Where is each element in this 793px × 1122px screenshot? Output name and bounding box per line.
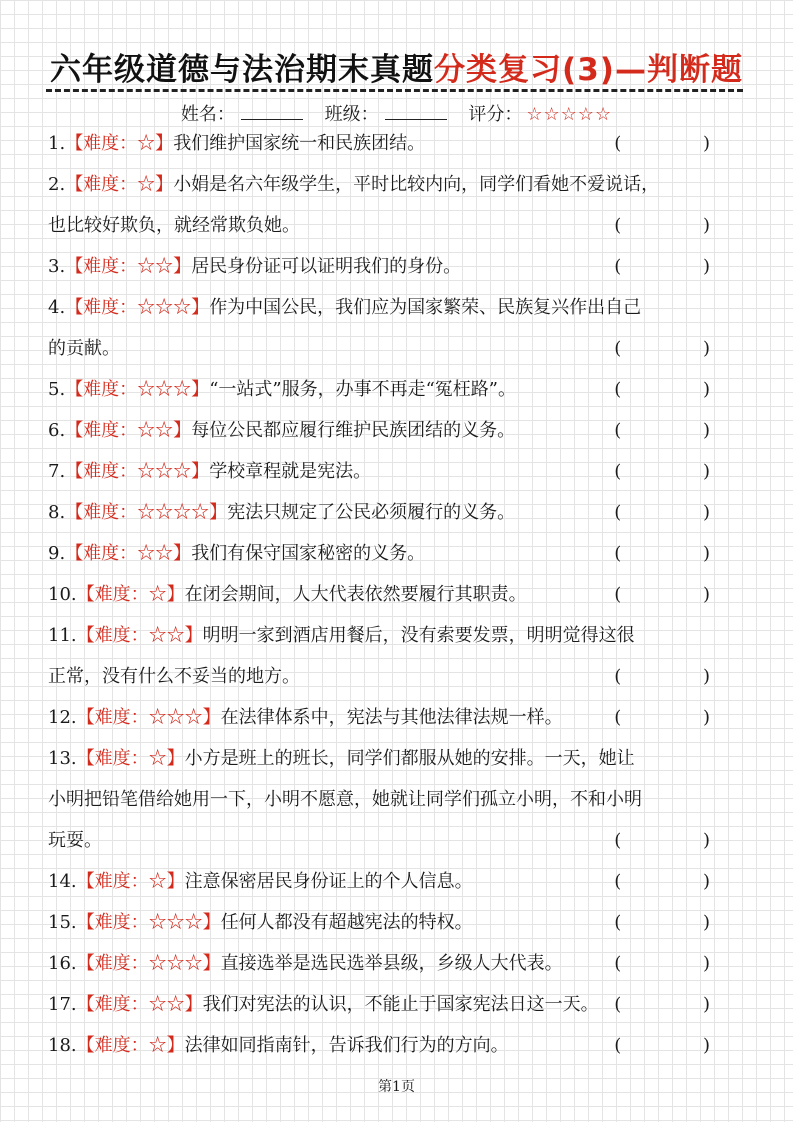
answer-blank[interactable]: ( ) [614, 1035, 748, 1056]
answer-blank[interactable]: ( ) [614, 420, 748, 441]
name-field[interactable] [181, 104, 303, 125]
question-text: 我们有保守国家秘密的义务。 [191, 543, 426, 564]
name-label: 姓名： [180, 104, 235, 125]
question-number: 15. [48, 912, 77, 933]
answer-blank[interactable]: ( ) [614, 338, 748, 359]
answer-blank[interactable]: ( ) [614, 215, 748, 236]
difficulty-tag: 【难度：☆】 [65, 133, 174, 154]
question-line [48, 738, 748, 779]
question-line [48, 779, 748, 820]
question-item [48, 902, 748, 943]
question-item [48, 697, 748, 738]
question-text: 正常，没有什么不妥当的地方。 [48, 666, 300, 687]
question-number: 11. [48, 625, 77, 646]
question-item [48, 574, 748, 615]
question-item [48, 1025, 748, 1066]
question-line [48, 205, 748, 246]
class-label: 班级： [324, 104, 379, 125]
answer-blank[interactable]: ( ) [614, 461, 748, 482]
question-line [48, 533, 748, 574]
question-text: 小方是班上的班长，同学们都服从她的安排。一天，她让 [184, 748, 635, 769]
question-item [48, 615, 748, 697]
question-number: 1. [48, 133, 66, 154]
question-line [48, 615, 748, 656]
page-title [0, 44, 793, 89]
difficulty-tag: 【难度：☆☆☆】 [65, 379, 210, 400]
difficulty-tag: 【难度：☆】 [76, 1035, 185, 1056]
answer-blank[interactable]: ( ) [614, 543, 748, 564]
question-text: 居民身份证可以证明我们的身份。 [191, 256, 462, 277]
difficulty-tag: 【难度：☆】 [76, 871, 185, 892]
question-text: 明明一家到酒店用餐后，没有索要发票，明明觉得这很 [202, 625, 635, 646]
question-text: 小明把铅笔借给她用一下，小明不愿意，她就让同学们孤立小明，不和小明 [48, 789, 642, 810]
answer-blank[interactable]: ( ) [614, 584, 748, 605]
answer-blank[interactable]: ( ) [614, 994, 748, 1015]
question-line [48, 246, 748, 287]
question-number: 3. [48, 256, 66, 277]
answer-blank[interactable]: ( ) [614, 502, 748, 523]
question-text: 每位公民都应履行维护民族团结的义务。 [191, 420, 516, 441]
score-stars: ☆☆☆☆☆ [526, 104, 613, 125]
answer-blank[interactable]: ( ) [614, 953, 748, 974]
question-line [48, 164, 748, 205]
question-item [48, 410, 748, 451]
difficulty-tag: 【难度：☆☆】 [65, 420, 192, 441]
answer-blank[interactable]: ( ) [614, 707, 748, 728]
question-text: 注意保密居民身份证上的个人信息。 [184, 871, 473, 892]
question-number: 12. [48, 707, 77, 728]
title-divider [46, 89, 743, 92]
question-text: 也比较好欺负，就经常欺负她。 [48, 215, 300, 236]
question-text: 作为中国公民，我们应为国家繁荣、民族复兴作出自己 [209, 297, 642, 318]
question-text: 我们维护国家统一和民族团结。 [173, 133, 426, 154]
class-field[interactable] [325, 104, 447, 125]
question-line [48, 574, 748, 615]
title-main: 六年级道德与法治期末真题 [50, 52, 435, 88]
question-line [48, 984, 748, 1025]
question-item [48, 164, 748, 246]
question-item [48, 738, 748, 861]
question-number: 5. [48, 379, 66, 400]
difficulty-tag: 【难度：☆】 [65, 174, 174, 195]
difficulty-tag: 【难度：☆☆】 [65, 256, 192, 277]
question-text: 在闭会期间，人大代表依然要履行其职责。 [184, 584, 527, 605]
question-item [48, 861, 748, 902]
question-text: 小娟是名六年级学生，平时比较内向，同学们看她不爱说话， [173, 174, 660, 195]
question-line [48, 656, 748, 697]
difficulty-tag: 【难度：☆☆☆】 [76, 707, 221, 728]
difficulty-tag: 【难度：☆☆】 [65, 543, 192, 564]
answer-blank[interactable]: ( ) [614, 133, 748, 154]
page-number: 第1页 [378, 1079, 415, 1095]
question-line [48, 369, 748, 410]
answer-blank[interactable]: ( ) [614, 379, 748, 400]
question-line [48, 861, 748, 902]
question-number: 7. [48, 461, 66, 482]
class-blank[interactable] [385, 105, 447, 120]
question-number: 18. [48, 1035, 77, 1056]
question-item [48, 287, 748, 369]
answer-blank[interactable]: ( ) [614, 256, 748, 277]
score-label: 评分： [468, 104, 523, 125]
question-text: 学校章程就是宪法。 [209, 461, 372, 482]
difficulty-tag: 【难度：☆☆☆】 [65, 461, 210, 482]
question-item [48, 533, 748, 574]
question-number: 13. [48, 748, 77, 769]
question-line [48, 451, 748, 492]
question-line [48, 492, 748, 533]
question-line [48, 943, 748, 984]
question-line [48, 902, 748, 943]
question-line [48, 820, 748, 861]
difficulty-tag: 【难度：☆】 [76, 748, 185, 769]
question-text: 法律如同指南针，告诉我们行为的方向。 [184, 1035, 509, 1056]
question-number: 2. [48, 174, 66, 195]
difficulty-tag: 【难度：☆☆☆☆】 [65, 502, 228, 523]
question-line [48, 328, 748, 369]
question-item [48, 492, 748, 533]
question-text: 宪法只规定了公民必须履行的义务。 [227, 502, 516, 523]
question-text: 任何人都没有超越宪法的特权。 [220, 912, 473, 933]
question-item [48, 943, 748, 984]
difficulty-tag: 【难度：☆☆】 [76, 625, 203, 646]
question-item [48, 451, 748, 492]
question-item [48, 369, 748, 410]
name-blank[interactable] [241, 105, 303, 120]
question-item [48, 984, 748, 1025]
title-highlight: 分类复习(3)—判断题 [434, 52, 743, 88]
difficulty-tag: 【难度：☆☆☆】 [76, 953, 221, 974]
question-line [48, 287, 748, 328]
question-line [48, 410, 748, 451]
question-item [48, 123, 748, 164]
question-number: 9. [48, 543, 66, 564]
difficulty-tag: 【难度：☆☆☆】 [65, 297, 210, 318]
answer-blank[interactable]: ( ) [614, 912, 748, 933]
question-line [48, 123, 748, 164]
question-number: 16. [48, 953, 77, 974]
question-number: 10. [48, 584, 77, 605]
question-number: 8. [48, 502, 66, 523]
answer-blank[interactable]: ( ) [614, 830, 748, 851]
question-number: 4. [48, 297, 66, 318]
score-field [468, 104, 612, 125]
question-item [48, 246, 748, 287]
answer-blank[interactable]: ( ) [614, 871, 748, 892]
question-text: 在法律体系中，宪法与其他法律法规一样。 [220, 707, 563, 728]
question-text: 直接选举是选民选举县级，乡级人大代表。 [220, 953, 563, 974]
question-text: 玩耍。 [48, 830, 102, 851]
difficulty-tag: 【难度：☆☆☆】 [76, 912, 221, 933]
question-text: “一站式”服务，办事不再走“冤枉路”。 [209, 379, 516, 400]
difficulty-tag: 【难度：☆☆】 [76, 994, 203, 1015]
question-text: 我们对宪法的认识，不能止于国家宪法日这一天。 [202, 994, 599, 1015]
difficulty-tag: 【难度：☆】 [76, 584, 185, 605]
question-number: 6. [48, 420, 66, 441]
question-text: 的贡献。 [48, 338, 120, 359]
question-number: 14. [48, 871, 77, 892]
question-number: 17. [48, 994, 77, 1015]
question-line [48, 697, 748, 738]
question-line [48, 1025, 748, 1066]
answer-blank[interactable]: ( ) [614, 666, 748, 687]
